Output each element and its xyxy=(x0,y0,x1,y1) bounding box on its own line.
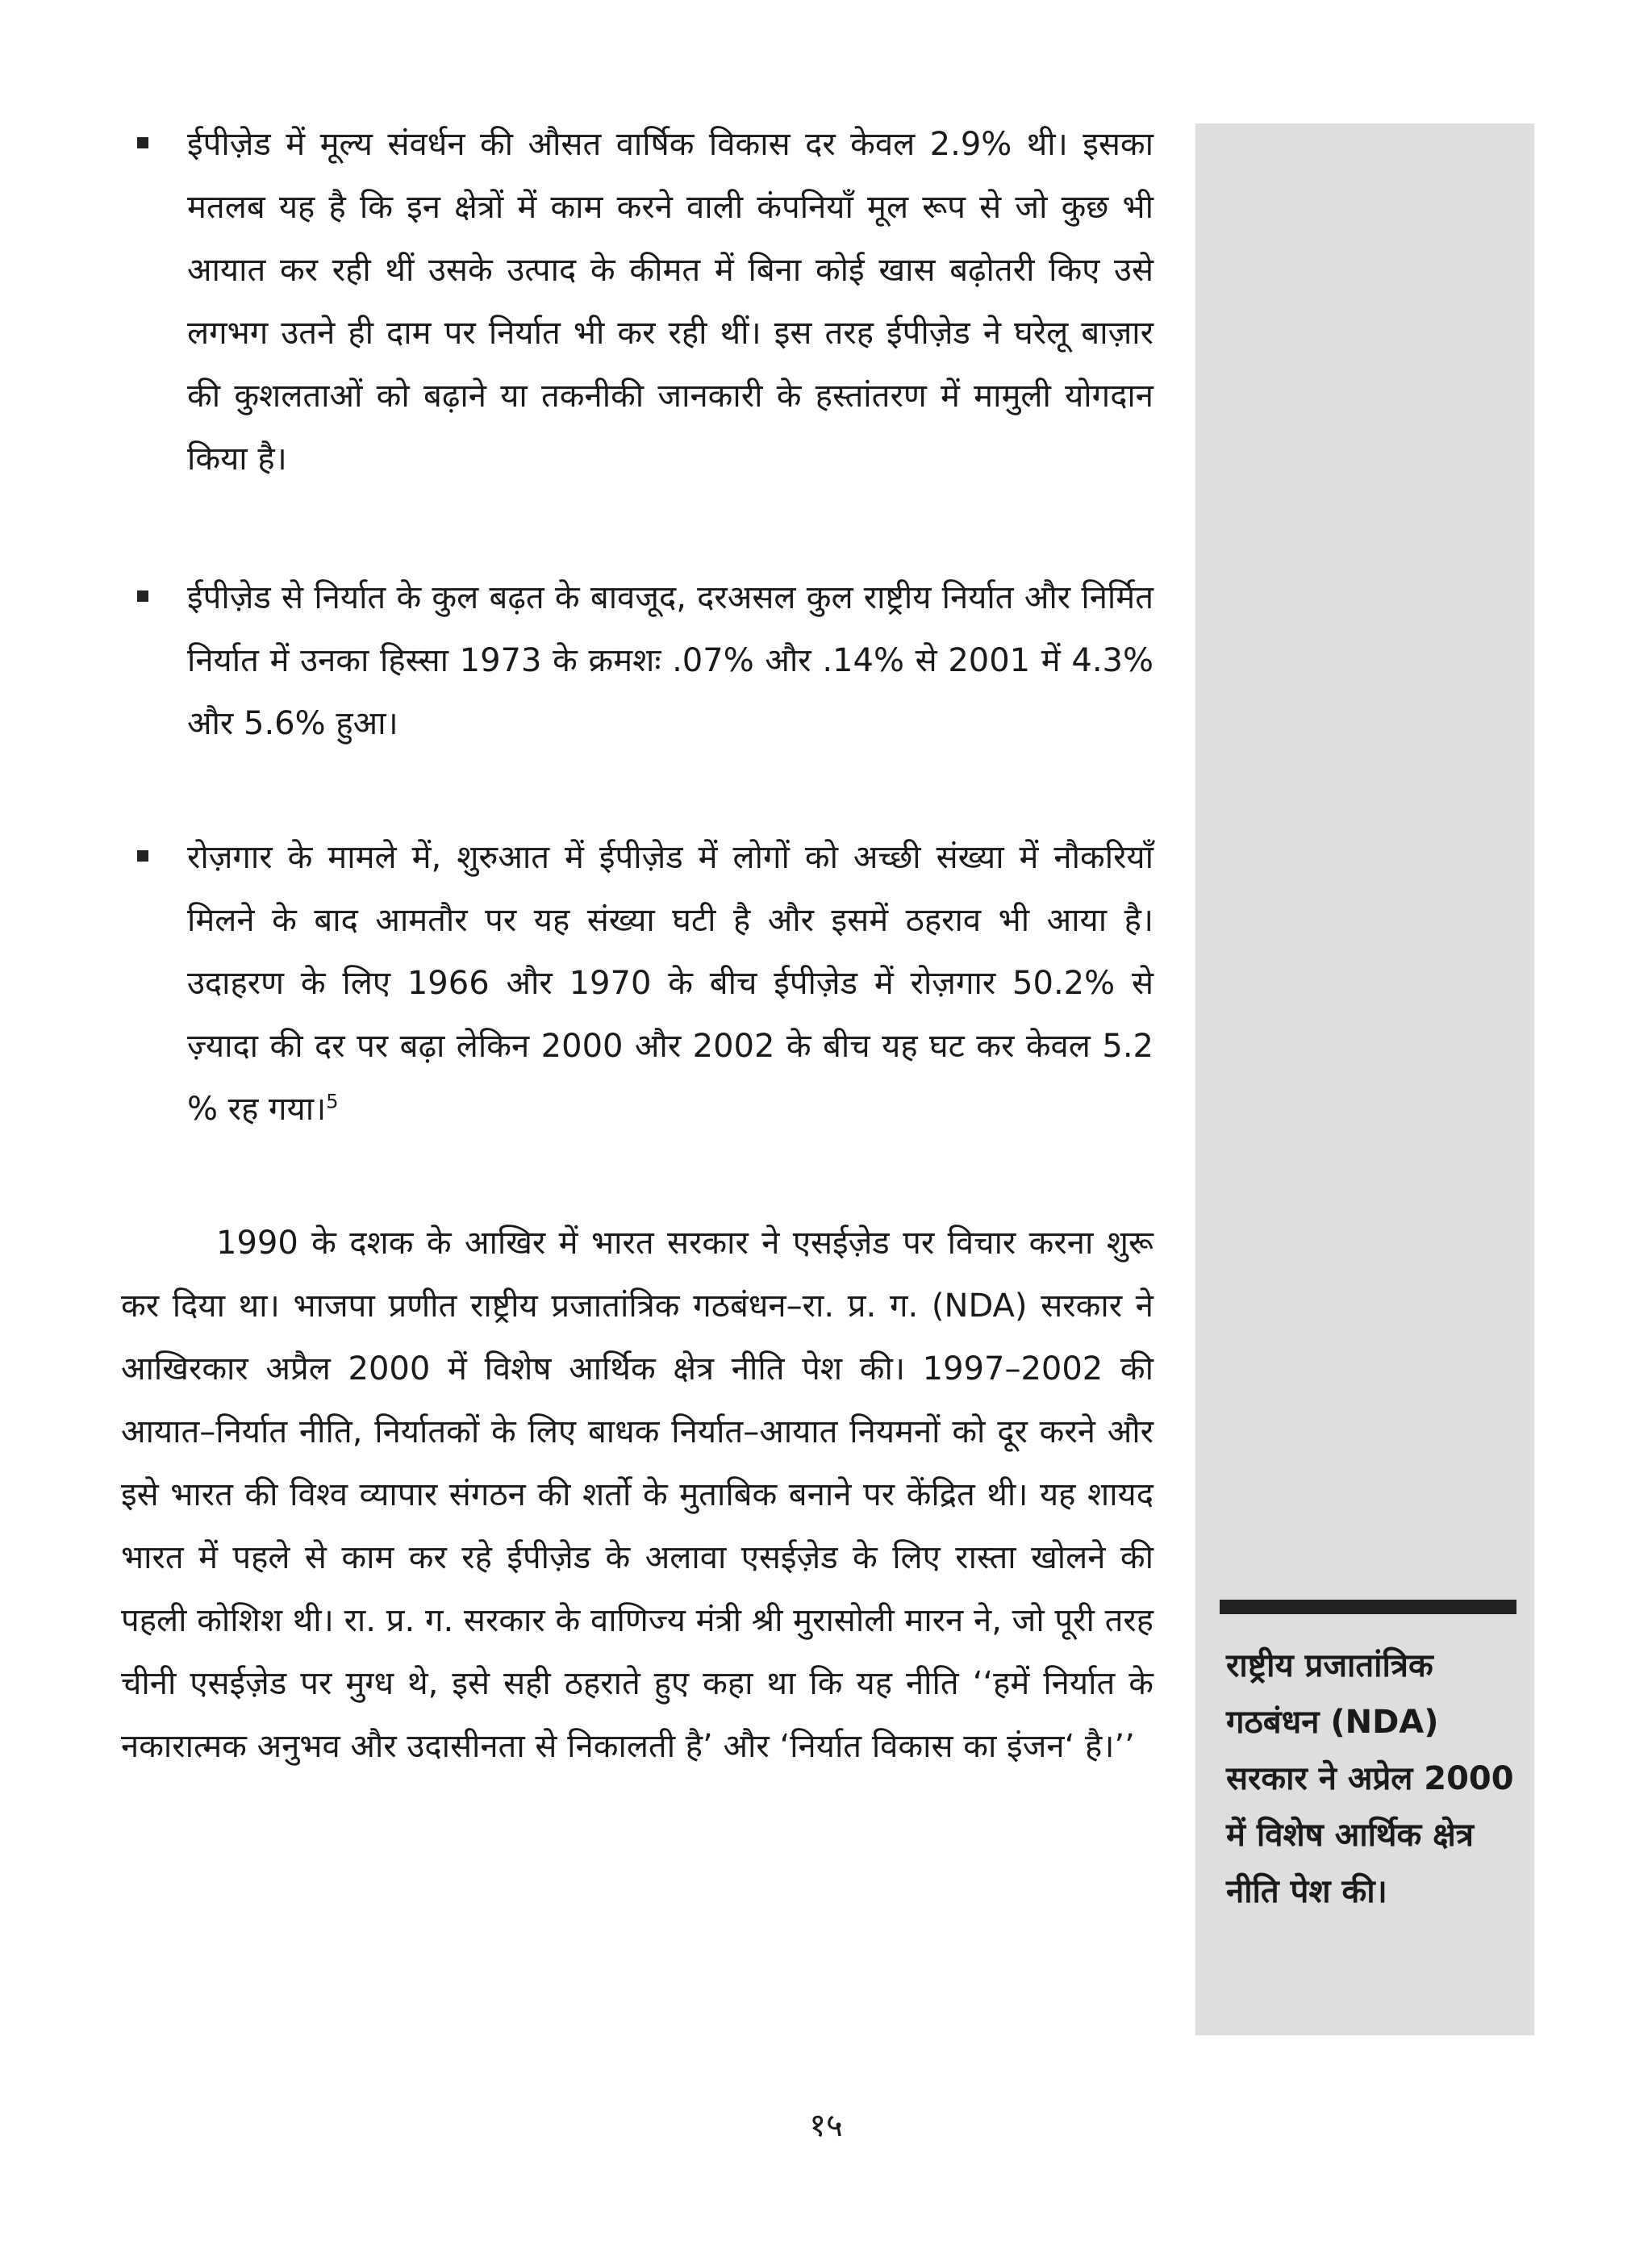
bullet-item-value-addition xyxy=(121,113,1153,490)
bullet-text: ईपीज़ेड में मूल्य संवर्धन की औसत वार्षिक विकास दर केवल 2.9% थी। इसका मतलब यह है कि इन क्षेत्रों में काम करने वाली कंपनियाँ मूल रूप से जो कुछ भी आयात कर रही थीं उसके उत्पाद के कीमत में बिना कोई खास बढ़ोतरी किए उसे लगभग उतने ही दाम पर निर्यात भी कर रही थीं। इस तरह ईपीज़ेड ने घरेलू बाज़ार की कुशलताओं को बढ़ाने या तकनीकी जानकारी के हस्तांतरण में मामुली योगदान किया है। xyxy=(187,126,1153,478)
bullet-text: ईपीज़ेड से निर्यात के कुल बढ़त के बावजूद, दरअसल कुल राष्ट्रीय निर्यात और निर्मित निर्यात में उनका हिस्सा 1973 के क्रमशः .07% और .14% से 2001 में 4.3% और 5.6% हुआ। xyxy=(187,579,1153,742)
bullet-list xyxy=(121,113,1153,1141)
bullet-item-employment xyxy=(121,826,1153,1141)
bullet-text-body: रोज़गार के मामले में, शुरुआत में ईपीज़ेड में लोगों को अच्छी संख्या में नौकरियाँ मिलने के बाद आमतौर पर यह संख्या घटी है और इसमें ठहराव भी आया है। उदाहरण के लिए 1966 और 1970 के बीच ईपीज़ेड में रोज़गार 50.2% से ज़्यादा की दर पर बढ़ा लेकिन 2000 और 2002 के बीच यह घट कर केवल 5.2 % रह गया। xyxy=(187,839,1153,1128)
square-bullet-icon xyxy=(137,850,148,862)
square-bullet-icon xyxy=(137,590,148,602)
footnote-marker: 5 xyxy=(326,1090,339,1113)
bullet-item-export-share xyxy=(121,566,1153,755)
page-number: १५ xyxy=(809,2107,843,2144)
square-bullet-icon xyxy=(137,137,148,148)
main-text-column xyxy=(121,113,1153,1778)
sidebar-divider xyxy=(1220,1600,1516,1614)
body-paragraph: 1990 के दशक के आखिर में भारत सरकार ने एसईज़ेड पर विचार करना शुरू कर दिया था। भाजपा प्रणीत राष्ट्रीय प्रजातांत्रिक गठबंधन–रा. प्र. ग. (NDA) सरकार ने आखिरकार अप्रैल 2000 में विशेष आर्थिक क्षेत्र नीति पेश की। 1997–2002 की आयात–निर्यात नीति, निर्यातकों के लिए बाधक निर्यात–आयात नियमनों को दूर करने और इसे भारत की विश्व व्यापार संगठन की शर्तो के मुताबिक बनाने पर केंद्रित थी। यह शायद भारत में पहले से काम कर रहे ईपीज़ेड के अलावा एसईज़ेड के लिए रास्ता खोलने की पहली कोशिश थी। रा. प्र. ग. सरकार के वाणिज्य मंत्री श्री मुरासोली मारन ने, जो पूरी तरह चीनी एसईज़ेड पर मुग्ध थे, इसे सही ठहराते हुए कहा था कि यह नीति ‘‘हमें निर्यात के नकारात्मक अनुभव और उदासीनता से निकालती है’ और ‘निर्यात विकास का इंजन‘ है।’’ xyxy=(121,1225,1153,1765)
sidebar-pull-quote: राष्ट्रीय प्रजातांत्रिक गठबंधन (NDA) सरकार ने अप्रेल 2000 में विशेष आर्थिक क्षेत्र नीति पेश की। xyxy=(1226,1647,1514,1910)
bullet-text xyxy=(187,839,1153,1128)
